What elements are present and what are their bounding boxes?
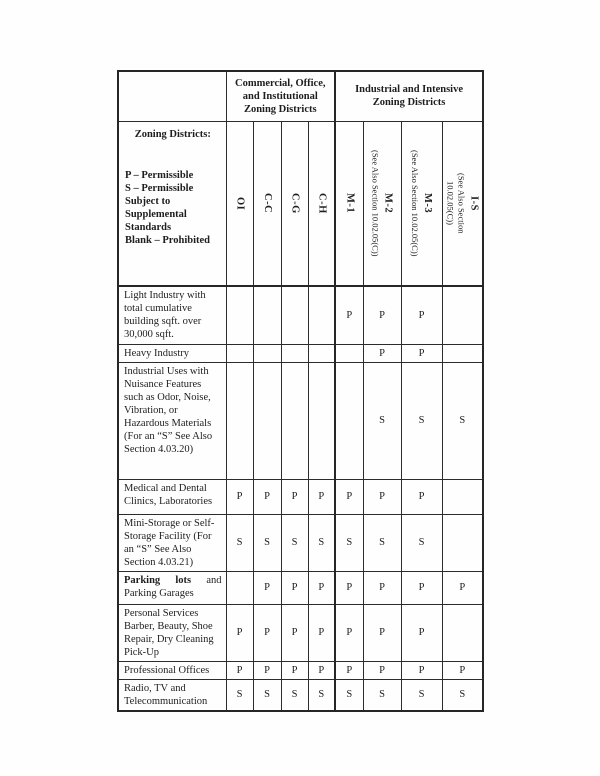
permission-cell: S bbox=[401, 514, 442, 571]
corner-cell bbox=[118, 71, 226, 121]
permission-cell: P bbox=[308, 604, 335, 661]
table-row bbox=[118, 661, 483, 679]
column-header-row bbox=[118, 121, 483, 286]
permission-cell: P bbox=[335, 604, 363, 661]
table-row bbox=[118, 344, 483, 362]
use-label: Radio, TV and Telecommunication bbox=[118, 679, 226, 711]
permission-cell: S bbox=[281, 679, 308, 711]
column-header-cg: C-G bbox=[281, 121, 308, 286]
permission-cell bbox=[335, 344, 363, 362]
permission-cell: S bbox=[335, 514, 363, 571]
use-label-rest: and Parking Garages bbox=[124, 574, 222, 599]
permission-cell bbox=[253, 344, 281, 362]
zoning-permissions-table bbox=[117, 70, 484, 712]
permission-cell: S bbox=[401, 362, 442, 479]
permission-cell bbox=[253, 362, 281, 479]
permission-cell: P bbox=[401, 604, 442, 661]
permission-cell bbox=[253, 286, 281, 344]
permission-cell: P bbox=[442, 661, 483, 679]
permission-cell bbox=[308, 344, 335, 362]
permission-cell: S bbox=[363, 679, 401, 711]
table-row bbox=[118, 514, 483, 571]
industrial-group-header: Industrial and Intensive Zoning Districts bbox=[335, 71, 483, 121]
legend-title: Zoning Districts: bbox=[134, 128, 211, 140]
permission-cell: P bbox=[401, 571, 442, 604]
permission-cell: P bbox=[401, 479, 442, 514]
permission-cell bbox=[281, 362, 308, 479]
permission-cell: P bbox=[401, 344, 442, 362]
legend-line: Supplemental bbox=[125, 208, 187, 220]
permission-cell: S bbox=[308, 679, 335, 711]
permission-cell: P bbox=[335, 661, 363, 679]
permission-cell: P bbox=[226, 479, 253, 514]
permission-cell: P bbox=[335, 571, 363, 604]
legend-line: Blank – Prohibited bbox=[125, 234, 210, 246]
permission-cell: P bbox=[363, 286, 401, 344]
column-header-oi: OI bbox=[226, 121, 253, 286]
permission-cell: P bbox=[442, 571, 483, 604]
permission-cell: P bbox=[226, 661, 253, 679]
permission-cell: P bbox=[281, 571, 308, 604]
permission-cell: P bbox=[253, 479, 281, 514]
table-row bbox=[118, 286, 483, 344]
permission-cell: P bbox=[363, 604, 401, 661]
column-header-is: I-S (See Also Section 10.02.05(C)) bbox=[442, 121, 483, 286]
permission-cell bbox=[226, 362, 253, 479]
column-header-m3: M-3 (See Also Section 10.02.05(C)) bbox=[401, 121, 442, 286]
permission-cell bbox=[442, 514, 483, 571]
permission-cell: P bbox=[253, 661, 281, 679]
permission-cell: S bbox=[253, 679, 281, 711]
permission-cell: S bbox=[442, 362, 483, 479]
legend-line: S – Permissible bbox=[125, 182, 194, 194]
permission-cell bbox=[335, 362, 363, 479]
permission-cell: P bbox=[335, 286, 363, 344]
permission-cell bbox=[442, 604, 483, 661]
use-label: Industrial Uses with Nuisance Features such as Odor, Noise, Vibration, or Hazardous Materials (For an “S” See Also Section 4.03.20) bbox=[118, 362, 226, 479]
use-label: Mini-Storage or Self-Storage Facility (For an “S” See Also Section 4.03.21) bbox=[118, 514, 226, 571]
use-label: Light Industry with total cumulative building sqft. over 30,000 sqft. bbox=[118, 286, 226, 344]
permission-cell: P bbox=[363, 661, 401, 679]
column-header-ch: C-H bbox=[308, 121, 335, 286]
permission-cell: S bbox=[281, 514, 308, 571]
permission-cell: P bbox=[308, 661, 335, 679]
permission-cell bbox=[226, 344, 253, 362]
permission-cell: P bbox=[401, 286, 442, 344]
permission-cell: S bbox=[226, 514, 253, 571]
table-row bbox=[118, 571, 483, 604]
table-row bbox=[118, 362, 483, 479]
permission-cell bbox=[442, 344, 483, 362]
permission-cell: S bbox=[335, 679, 363, 711]
permission-cell: S bbox=[308, 514, 335, 571]
use-label-bold: Parking lots bbox=[124, 574, 192, 586]
permission-cell: S bbox=[363, 514, 401, 571]
permission-cell: P bbox=[281, 661, 308, 679]
permission-cell: P bbox=[253, 571, 281, 604]
commercial-group-header: Commercial, Office, and Institutional Zoning Districts bbox=[226, 71, 335, 121]
permission-cell: P bbox=[401, 661, 442, 679]
permission-cell: P bbox=[308, 479, 335, 514]
permission-cell: P bbox=[308, 571, 335, 604]
permission-cell bbox=[226, 571, 253, 604]
permission-cell: P bbox=[253, 604, 281, 661]
table-row bbox=[118, 604, 483, 661]
table-row bbox=[118, 679, 483, 711]
use-label: Medical and Dental Clinics, Laboratories bbox=[118, 479, 226, 514]
use-label bbox=[118, 571, 226, 604]
permission-cell: P bbox=[281, 479, 308, 514]
permission-cell: P bbox=[363, 344, 401, 362]
permission-cell bbox=[226, 286, 253, 344]
permission-cell bbox=[442, 479, 483, 514]
permission-cell: S bbox=[363, 362, 401, 479]
permission-cell: S bbox=[253, 514, 281, 571]
legend-cell bbox=[118, 121, 226, 286]
legend-line: Subject to bbox=[125, 195, 171, 207]
use-label: Personal Services Barber, Beauty, Shoe Repair, Dry Cleaning Pick-Up bbox=[118, 604, 226, 661]
use-label: Professional Offices bbox=[118, 661, 226, 679]
column-header-m2: M-2 (See Also Section 10.02.05(C)) bbox=[363, 121, 401, 286]
group-header-row bbox=[118, 71, 483, 121]
permission-cell: P bbox=[226, 604, 253, 661]
permission-cell: S bbox=[401, 679, 442, 711]
column-header-m1: M-1 bbox=[335, 121, 363, 286]
permission-cell bbox=[308, 362, 335, 479]
column-header-cc: C-C bbox=[253, 121, 281, 286]
permission-cell: P bbox=[363, 479, 401, 514]
use-label: Heavy Industry bbox=[118, 344, 226, 362]
permission-cell bbox=[281, 344, 308, 362]
permission-cell: P bbox=[335, 479, 363, 514]
permission-cell: S bbox=[442, 679, 483, 711]
permission-cell bbox=[281, 286, 308, 344]
permission-cell: S bbox=[226, 679, 253, 711]
permission-cell: P bbox=[281, 604, 308, 661]
legend-line: P – Permissible bbox=[125, 169, 194, 181]
permission-cell: P bbox=[363, 571, 401, 604]
table-row bbox=[118, 479, 483, 514]
legend-line: Standards bbox=[125, 221, 172, 233]
permission-cell bbox=[442, 286, 483, 344]
permission-cell bbox=[308, 286, 335, 344]
